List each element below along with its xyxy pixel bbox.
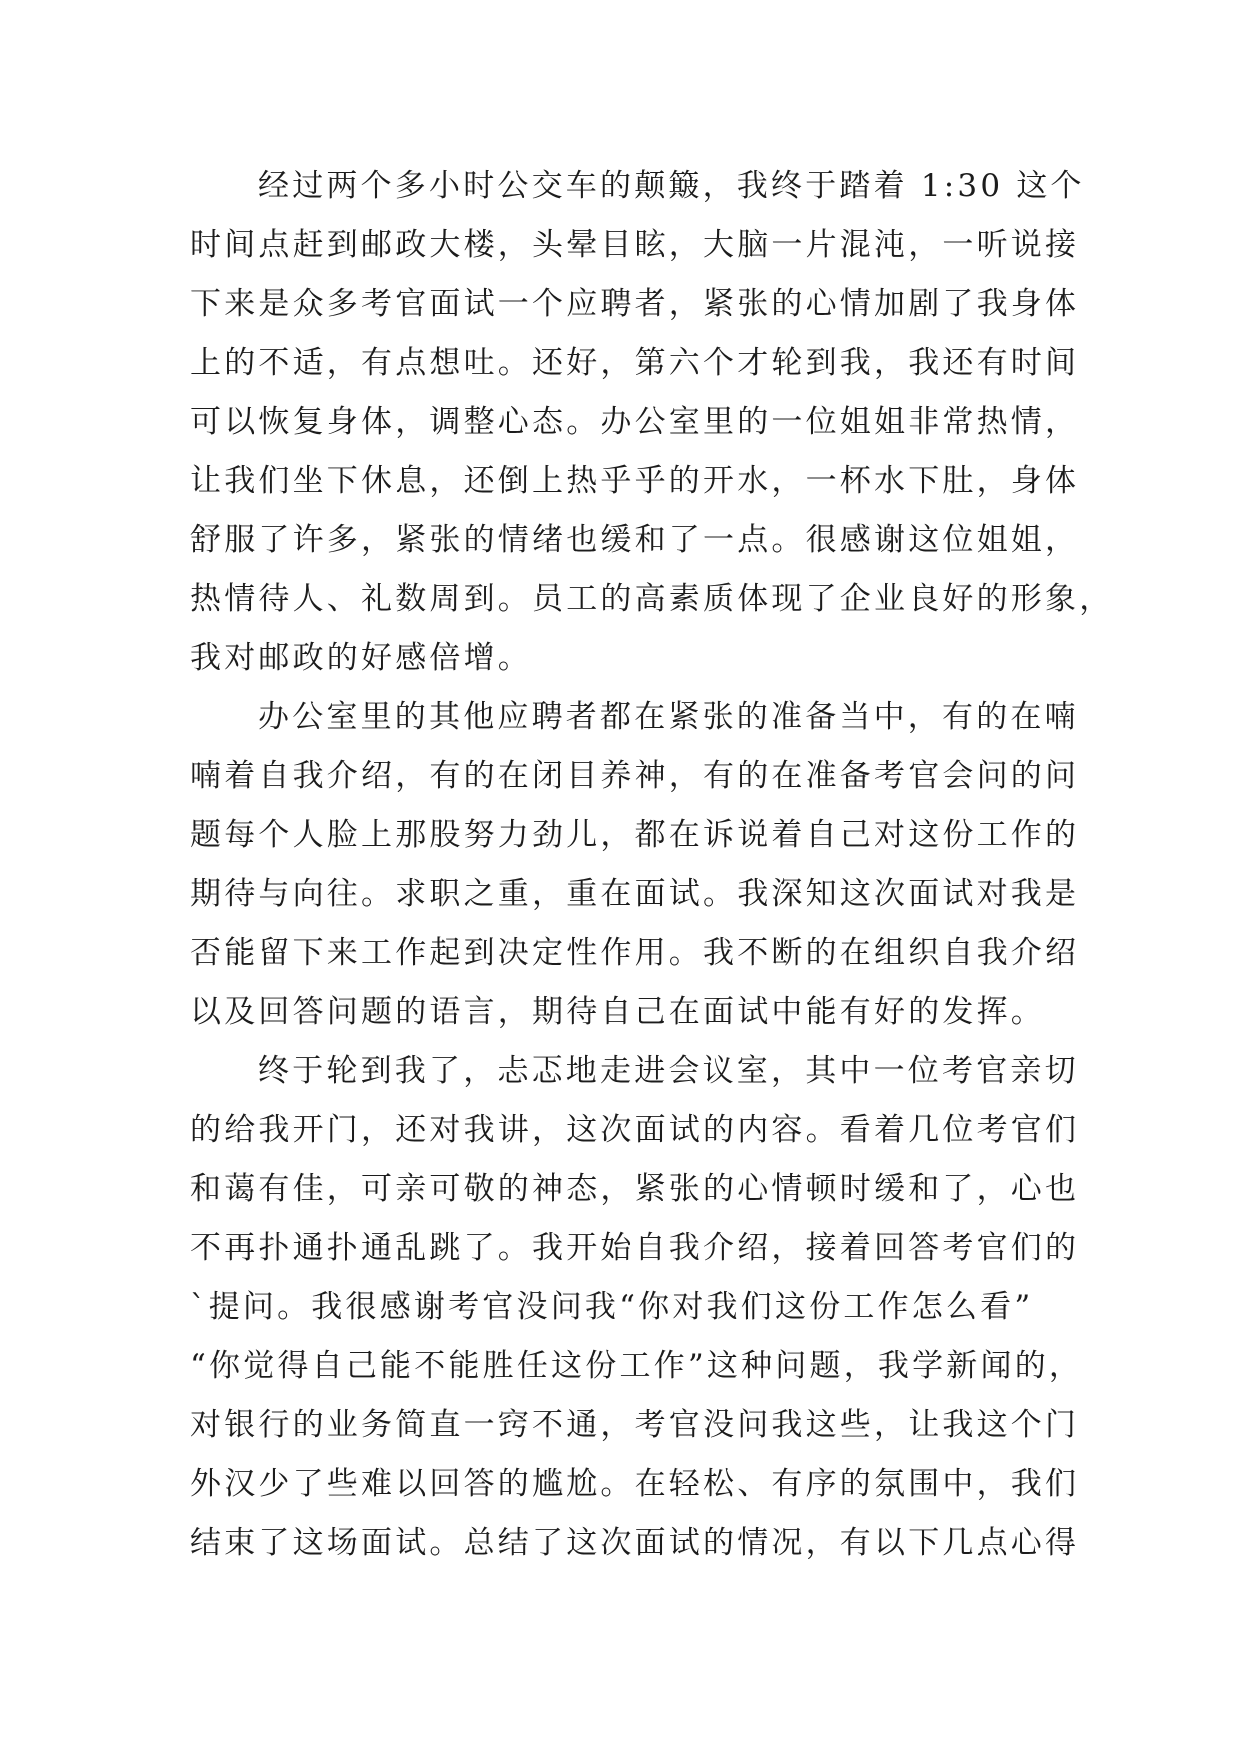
text-line: “你觉得自己能不能胜任这份工作”这种问题，我学新闻的， — [190, 1348, 1084, 1384]
text-line: 不再扑通扑通乱跳了。我开始自我介绍，接着回答考官们的 — [190, 1230, 1080, 1266]
text-line: 终于轮到我了，忐忑地走进会议室，其中一位考官亲切 — [258, 1053, 1079, 1089]
text-line: 上的不适，有点想吐。还好，第六个才轮到我，我还有时间 — [190, 345, 1080, 381]
text-line: 否能留下来工作起到决定性作用。我不断的在组织自我介绍 — [190, 935, 1080, 971]
text-line: 题每个人脸上那股努力劲儿，都在诉说着自己对这份工作的 — [190, 817, 1080, 853]
text-line: 结束了这场面试。总结了这次面试的情况，有以下几点心得 — [190, 1525, 1080, 1561]
text-line: 的给我开门，还对我讲，这次面试的内容。看着几位考官们 — [190, 1112, 1080, 1148]
text-line: 热情待人、礼数周到。员工的高素质体现了企业良好的形象， — [190, 581, 1114, 617]
text-line: 以及回答问题的语言，期待自己在面试中能有好的发挥。 — [190, 994, 1045, 1030]
text-line: 期待与向往。求职之重，重在面试。我深知这次面试对我是 — [190, 876, 1080, 912]
text-line: 喃着自我介绍，有的在闭目养神，有的在准备考官会问的问 — [190, 758, 1080, 794]
text-line: 和蔼有佳，可亲可敬的神态，紧张的心情顿时缓和了，心也 — [190, 1171, 1080, 1207]
document-body — [190, 157, 1114, 1573]
paragraph-3 — [190, 1042, 1084, 1573]
text-line: `提问。我很感谢考官没问我“你对我们这份工作怎么看” — [190, 1289, 1034, 1325]
text-line: 时间点赶到邮政大楼，头晕目眩，大脑一片混沌，一听说接 — [190, 227, 1080, 263]
paragraph-1 — [190, 157, 1114, 688]
text-line: 我对邮政的好感倍增。 — [190, 640, 532, 676]
paragraph-2 — [190, 688, 1080, 1042]
text-line: 可以恢复身体，调整心态。办公室里的一位姐姐非常热情， — [190, 404, 1080, 440]
text-line: 舒服了许多，紧张的情绪也缓和了一点。很感谢这位姐姐， — [190, 522, 1080, 558]
text-line: 经过两个多小时公交车的颠簸，我终于踏着 1:30 这个 — [258, 168, 1085, 204]
text-line: 办公室里的其他应聘者都在紧张的准备当中，有的在喃 — [258, 699, 1079, 735]
text-line: 对银行的业务简直一窍不通，考官没问我这些，让我这个门 — [190, 1407, 1080, 1443]
text-line: 外汉少了些难以回答的尴尬。在轻松、有序的氛围中，我们 — [190, 1466, 1080, 1502]
text-line: 让我们坐下休息，还倒上热乎乎的开水，一杯水下肚，身体 — [190, 463, 1080, 499]
text-line: 下来是众多考官面试一个应聘者，紧张的心情加剧了我身体 — [190, 286, 1080, 322]
